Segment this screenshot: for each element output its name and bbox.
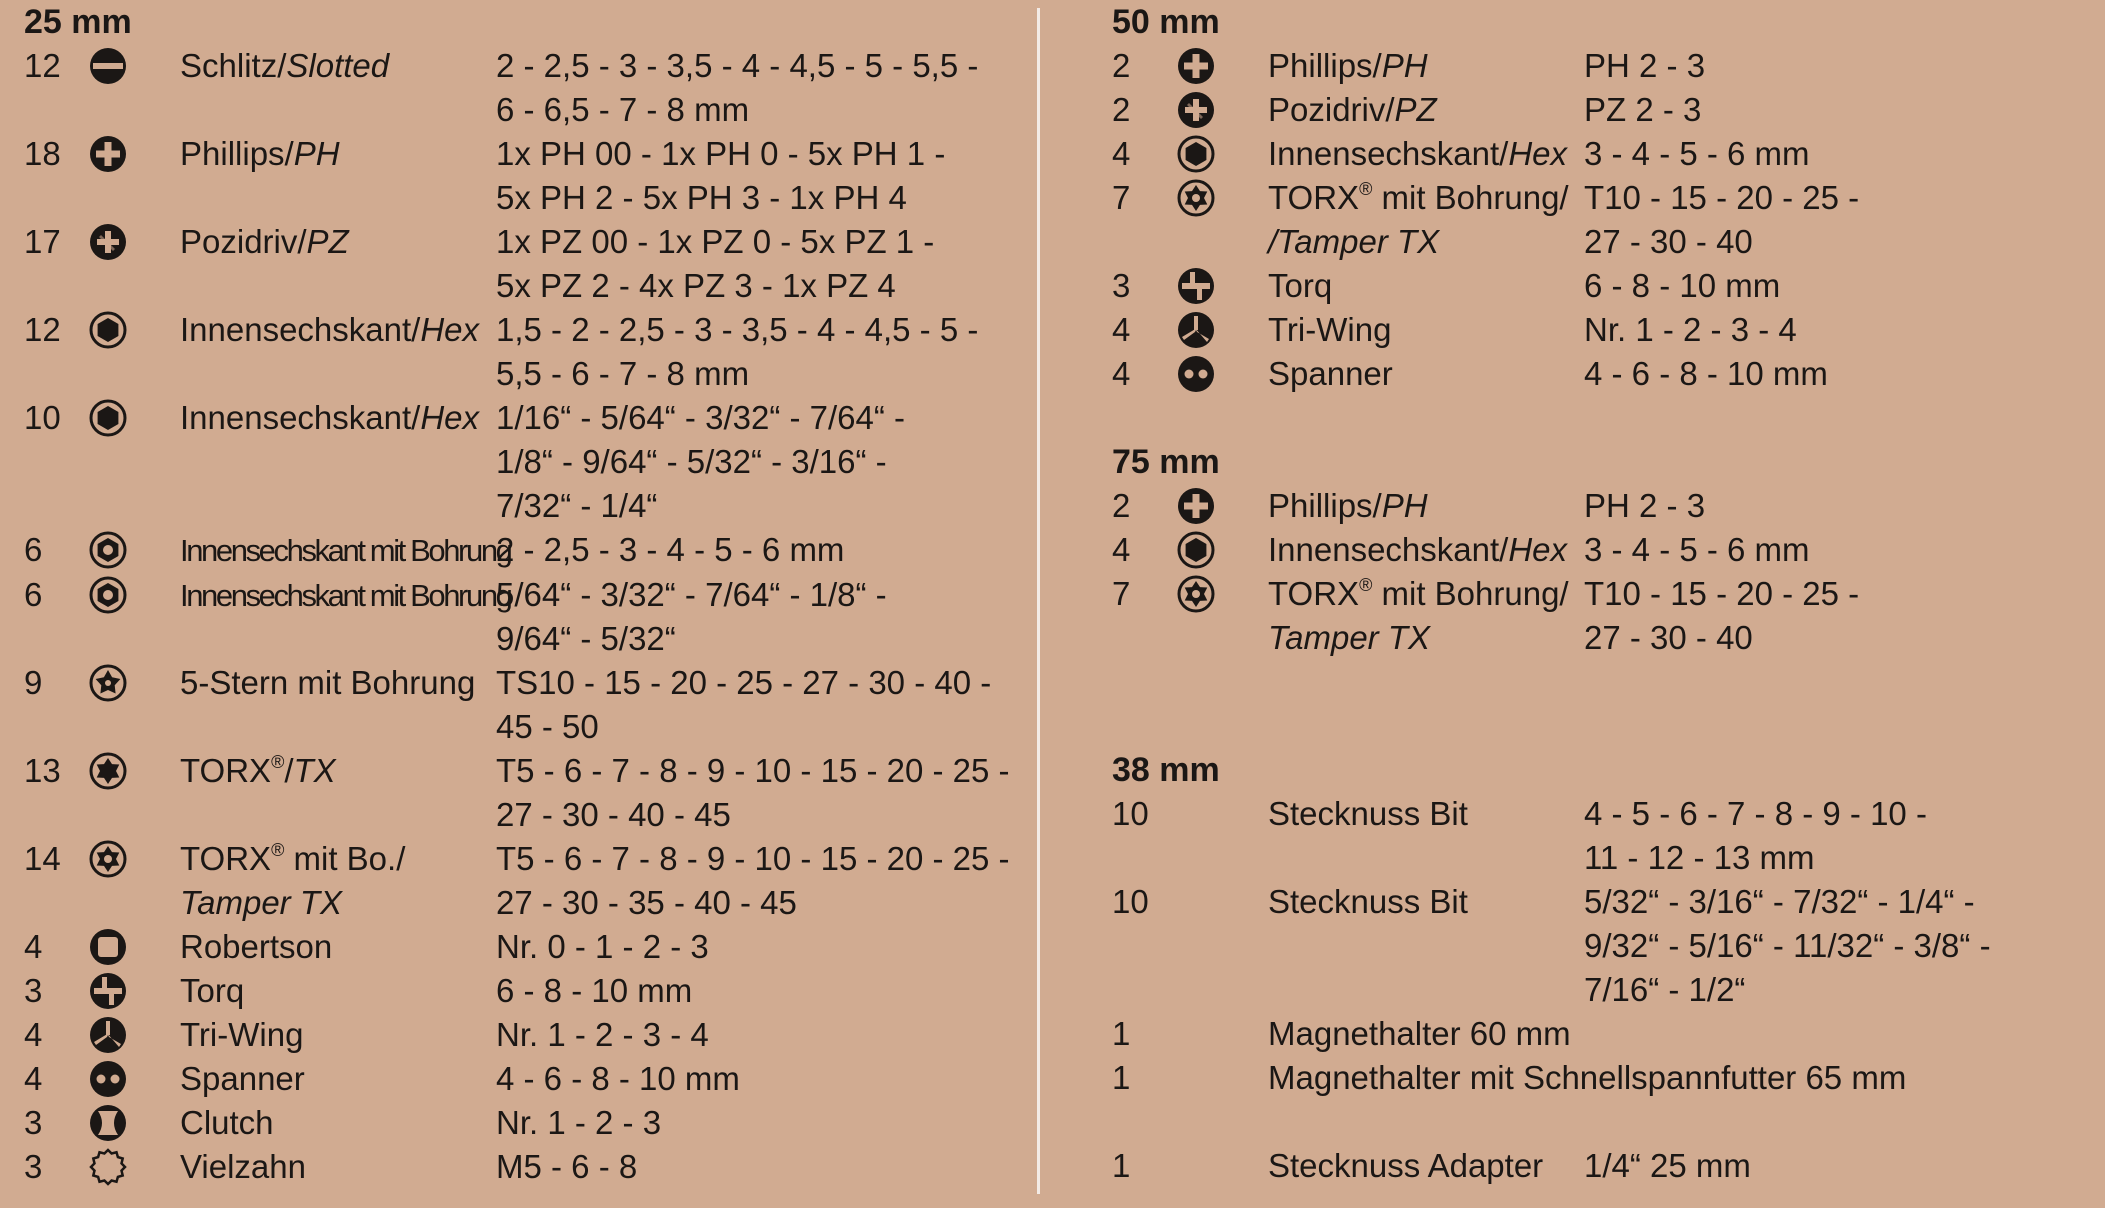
- hex-icon: [83, 308, 133, 352]
- bit-row: [1112, 1144, 2102, 1188]
- bit-name: [180, 749, 496, 793]
- bit-sizes: 1/4“ 25 mm: [1584, 1147, 1751, 1184]
- bit-name-text: Tri-Wing: [180, 1016, 304, 1053]
- quantity: 1: [1112, 1059, 1131, 1096]
- torx-tamper-icon: [83, 837, 133, 881]
- quantity: 2: [1112, 91, 1131, 128]
- bit-name: [1268, 1144, 1584, 1188]
- torx-tamper-icon: [1171, 572, 1221, 616]
- bit-row: [1112, 484, 2102, 528]
- quantity: 1: [1112, 1147, 1131, 1184]
- quantity: 6: [24, 531, 43, 568]
- bit-sizes: Nr. 1 - 2 - 3 - 4: [496, 1016, 709, 1053]
- bit-sizes: 6 - 8 - 10 mm: [496, 972, 693, 1009]
- bit-name-text: Innensechskant mit Bohrung: [180, 533, 511, 568]
- bit-row: [1112, 132, 2102, 176]
- right-column: [1112, 0, 2102, 1188]
- torq-icon: [83, 969, 133, 1013]
- bit-name: [1268, 264, 1584, 308]
- bit-name-english: PZ: [306, 223, 349, 260]
- bit-name: [1268, 792, 1584, 836]
- left-column: [24, 0, 1014, 1189]
- phillips-icon: [1171, 44, 1221, 88]
- bit-sizes: PH 2 - 3: [1584, 47, 1706, 84]
- bit-sizes: Nr. 1 - 2 - 3 - 4: [1584, 311, 1797, 348]
- bit-name: [1268, 176, 1584, 264]
- no-icon: [1171, 880, 1221, 924]
- bit-name: [1268, 308, 1584, 352]
- section-title: 25 mm: [24, 3, 132, 41]
- quantity: 4: [24, 1016, 43, 1053]
- bit-sizes: 1x PH 00 - 1x PH 0 - 5x PH 1 - 5x PH 2 - 5x PH 3 - 1x PH 4: [496, 135, 946, 216]
- spanner-icon: [1171, 352, 1221, 396]
- bit-name: [180, 528, 511, 573]
- bit-sizes: 3 - 4 - 5 - 6 mm: [1584, 531, 1810, 568]
- bit-row: [1112, 44, 2102, 88]
- bit-name-text: TORX: [180, 752, 272, 789]
- quantity: 4: [1112, 311, 1131, 348]
- bit-name: [180, 969, 496, 1013]
- five-star-icon: [83, 661, 133, 705]
- section-spacer: [1112, 660, 2102, 704]
- bit-name-english: PH: [1381, 47, 1428, 84]
- bit-sizes: Nr. 0 - 1 - 2 - 3: [496, 928, 709, 965]
- bit-name: [180, 661, 496, 705]
- bit-name-english: Hex: [1508, 531, 1568, 568]
- bit-row: [24, 1145, 1014, 1189]
- bit-name: [180, 1145, 496, 1189]
- bit-name: [1268, 88, 1584, 132]
- bit-sizes: M5 - 6 - 8: [496, 1148, 638, 1185]
- bit-sizes: Nr. 1 - 2 - 3: [496, 1104, 662, 1141]
- bit-name-text: Innensechskant mit Bohrung: [180, 578, 511, 613]
- hex-icon: [83, 396, 133, 440]
- quantity: 3: [1112, 267, 1131, 304]
- section-title: 38 mm: [1112, 751, 1220, 789]
- bit-name-text: Stecknuss Bit: [1268, 795, 1468, 832]
- bit-name-text: Torq: [180, 972, 245, 1009]
- bit-sizes: 4 - 6 - 8 - 10 mm: [1584, 355, 1828, 392]
- torq-icon: [1171, 264, 1221, 308]
- quantity: 7: [1112, 575, 1131, 612]
- tri-wing-icon: [83, 1013, 133, 1057]
- bit-name: [180, 837, 496, 925]
- hex-icon: [1171, 528, 1221, 572]
- bit-sizes: 1/16“ - 5/64“ - 3/32“ - 7/64“ - 1/8“ - 9/64“ - 5/32“ - 3/16“ - 7/32“ - 1/4“: [496, 399, 906, 524]
- quantity: 14: [24, 840, 61, 877]
- bit-name-text: Spanner: [180, 1060, 305, 1097]
- quantity: 10: [1112, 883, 1149, 920]
- section-title: 75 mm: [1112, 443, 1220, 481]
- bit-row: [1112, 308, 2102, 352]
- bit-name-english: PZ: [1394, 91, 1437, 128]
- bit-name: [1268, 528, 1584, 572]
- bit-name-text: mit Bohrung/: [1372, 179, 1569, 216]
- bit-row: [1112, 1012, 2102, 1056]
- bit-name-text: Phillips/: [180, 135, 294, 172]
- bit-name-text: 5-Stern mit Bohrung: [180, 664, 476, 701]
- bit-row: [24, 925, 1014, 969]
- bit-sizes: TS10 - 15 - 20 - 25 - 27 - 30 - 40 - 45 - 50: [496, 664, 992, 745]
- bit-row: [24, 132, 1014, 220]
- quantity: 4: [24, 1060, 43, 1097]
- quantity: 10: [1112, 795, 1149, 832]
- bit-name: [1268, 572, 1584, 660]
- quantity: 17: [24, 223, 61, 260]
- quantity: 1: [1112, 1015, 1131, 1052]
- bit-name-text: Schlitz/: [180, 47, 287, 84]
- quantity: 12: [24, 47, 61, 84]
- bit-row: [24, 396, 1014, 528]
- bit-sizes: 4 - 6 - 8 - 10 mm: [496, 1060, 740, 1097]
- bit-name: [180, 396, 496, 440]
- bit-name: [180, 1101, 496, 1145]
- bit-name-text: Innensechskant/: [180, 399, 421, 436]
- bit-sizes: T5 - 6 - 7 - 8 - 9 - 10 - 15 - 20 - 25 - 27 - 30 - 40 - 45: [496, 752, 1010, 833]
- pozidriv-icon: [83, 220, 133, 264]
- bit-sizes: T5 - 6 - 7 - 8 - 9 - 10 - 15 - 20 - 25 - 27 - 30 - 35 - 40 - 45: [496, 840, 1010, 921]
- bit-name-text: Magnethalter 60 mm: [1268, 1015, 1571, 1052]
- bit-name: [180, 308, 496, 352]
- registered-mark: ®: [271, 752, 285, 772]
- bit-name: [1268, 132, 1584, 176]
- bit-row: [24, 573, 1014, 661]
- bit-name-english: Hex: [1508, 135, 1568, 172]
- hex-with-bore-icon: [83, 528, 133, 572]
- bit-row: [24, 1101, 1014, 1145]
- bit-row: [24, 220, 1014, 308]
- bit-name-text: Clutch: [180, 1104, 274, 1141]
- bit-name-text: Spanner: [1268, 355, 1393, 392]
- bit-sizes: PH 2 - 3: [1584, 487, 1706, 524]
- bit-name: [180, 925, 496, 969]
- column-divider: [1037, 8, 1040, 1194]
- bit-name: [1268, 44, 1584, 88]
- bit-sizes: 5/32“ - 3/16“ - 7/32“ - 1/4“ - 9/32“ - 5/16“ - 11/32“ - 3/8“ - 7/16“ - 1/2“: [1584, 883, 1991, 1008]
- bit-name-text: mit Bo./: [284, 840, 406, 877]
- quantity: 18: [24, 135, 61, 172]
- quantity: 4: [1112, 135, 1131, 172]
- registered-mark: ®: [1359, 575, 1373, 595]
- bit-row: [24, 44, 1014, 132]
- robertson-icon: [83, 925, 133, 969]
- no-icon: [1171, 1144, 1221, 1188]
- bit-sizes: T10 - 15 - 20 - 25 - 27 - 30 - 40: [1584, 575, 1860, 656]
- no-icon: [1171, 1056, 1221, 1100]
- bit-name: [1268, 880, 1584, 924]
- torx-tamper-icon: [1171, 176, 1221, 220]
- bit-sizes: T10 - 15 - 20 - 25 - 27 - 30 - 40: [1584, 179, 1860, 260]
- bit-row: [1112, 352, 2102, 396]
- hex-icon: [1171, 132, 1221, 176]
- bit-name-text: Magnethalter mit Schnellspannfutter 65 mm: [1268, 1059, 1907, 1096]
- section-spacer: [1112, 704, 2102, 748]
- tri-wing-icon: [1171, 308, 1221, 352]
- bit-name-text: Vielzahn: [180, 1148, 306, 1185]
- bit-name: [1268, 1012, 1584, 1056]
- quantity: 6: [24, 576, 43, 613]
- phillips-icon: [1171, 484, 1221, 528]
- quantity: 4: [24, 928, 43, 965]
- bit-name-text: Robertson: [180, 928, 333, 965]
- quantity: 2: [1112, 487, 1131, 524]
- quantity: 12: [24, 311, 61, 348]
- bit-name: [180, 132, 496, 176]
- bit-name-english: PH: [1381, 487, 1428, 524]
- bit-sizes: 1x PZ 00 - 1x PZ 0 - 5x PZ 1 - 5x PZ 2 - 4x PZ 3 - 1x PZ 4: [496, 223, 935, 304]
- bit-name-text: Pozidriv/: [1268, 91, 1395, 128]
- no-icon: [1171, 792, 1221, 836]
- bit-name-text: Stecknuss Bit: [1268, 883, 1468, 920]
- pozidriv-icon: [1171, 88, 1221, 132]
- bit-name-text: mit Bohrung/: [1372, 575, 1569, 612]
- bit-name: [1268, 352, 1584, 396]
- bit-row: [24, 661, 1014, 749]
- quantity: 3: [24, 1104, 43, 1141]
- bit-row: [1112, 572, 2102, 660]
- bit-row: [24, 1057, 1014, 1101]
- spanner-icon: [83, 1057, 133, 1101]
- bit-name-english: Tamper TX: [1268, 619, 1431, 656]
- bit-name-text: TORX: [180, 840, 272, 877]
- quantity: 9: [24, 664, 43, 701]
- bit-name: [180, 1013, 496, 1057]
- quantity: 4: [1112, 531, 1131, 568]
- bit-name: [1268, 1056, 1907, 1100]
- bit-sizes: PZ 2 - 3: [1584, 91, 1702, 128]
- quantity: 4: [1112, 355, 1131, 392]
- bit-row: [1112, 528, 2102, 572]
- row-spacer: [1112, 1100, 2102, 1144]
- bit-name-text: Tri-Wing: [1268, 311, 1392, 348]
- bit-name-english: /Tamper TX: [1268, 223, 1440, 260]
- bit-name-english: PH: [293, 135, 340, 172]
- quantity: 7: [1112, 179, 1131, 216]
- bit-name: [1268, 484, 1584, 528]
- bit-name-text: Phillips/: [1268, 47, 1382, 84]
- section-title: 50 mm: [1112, 3, 1220, 41]
- bit-row: [24, 837, 1014, 925]
- bit-name: [180, 220, 496, 264]
- section-spacer: [1112, 396, 2102, 440]
- torx-icon: [83, 749, 133, 793]
- slotted-icon: [83, 44, 133, 88]
- bit-sizes: 2 - 2,5 - 3 - 4 - 5 - 6 mm: [496, 531, 845, 568]
- bit-row: [1112, 264, 2102, 308]
- bit-row: [1112, 792, 2102, 880]
- bit-name-english: Tamper TX: [180, 884, 343, 921]
- bit-name-english: Slotted: [286, 47, 390, 84]
- bit-name-english: Hex: [420, 399, 480, 436]
- bit-row: [1112, 880, 2102, 1012]
- hex-with-bore-icon: [83, 573, 133, 617]
- bit-name: [180, 1057, 496, 1101]
- bit-sizes: 3 - 4 - 5 - 6 mm: [1584, 135, 1810, 172]
- bit-row: [1112, 88, 2102, 132]
- bit-sizes: 6 - 8 - 10 mm: [1584, 267, 1781, 304]
- registered-mark: ®: [1359, 179, 1373, 199]
- multi-tooth-icon: [83, 1145, 133, 1189]
- bit-row: [24, 308, 1014, 396]
- phillips-icon: [83, 132, 133, 176]
- bit-name-text: TORX: [1268, 179, 1360, 216]
- bit-row: [1112, 1056, 2102, 1100]
- registered-mark: ®: [271, 840, 285, 860]
- bit-name-text: Stecknuss Adapter: [1268, 1147, 1544, 1184]
- quantity: 2: [1112, 47, 1131, 84]
- bit-name-text: Phillips/: [1268, 487, 1382, 524]
- quantity: 10: [24, 399, 61, 436]
- quantity: 3: [24, 972, 43, 1009]
- bit-row: [24, 1013, 1014, 1057]
- bit-name-english: TX: [293, 752, 336, 789]
- bit-name-english: Hex: [420, 311, 480, 348]
- bit-name-text: Innensechskant/: [1268, 135, 1509, 172]
- no-icon: [1171, 1012, 1221, 1056]
- quantity: 3: [24, 1148, 43, 1185]
- clutch-icon: [83, 1101, 133, 1145]
- bit-sizes: 4 - 5 - 6 - 7 - 8 - 9 - 10 - 11 - 12 - 13 mm: [1584, 795, 1927, 876]
- bit-name-text: /: [284, 752, 294, 789]
- bit-name-text: Pozidriv/: [180, 223, 307, 260]
- bit-row: [24, 528, 1014, 573]
- bit-name: [180, 573, 511, 618]
- bit-name-text: Torq: [1268, 267, 1333, 304]
- bit-sizes: 2 - 2,5 - 3 - 3,5 - 4 - 4,5 - 5 - 5,5 - 6 - 6,5 - 7 - 8 mm: [496, 47, 979, 128]
- bit-name-text: Innensechskant/: [1268, 531, 1509, 568]
- bit-row: [1112, 176, 2102, 264]
- bit-row: [24, 749, 1014, 837]
- quantity: 13: [24, 752, 61, 789]
- bit-name-text: TORX: [1268, 575, 1360, 612]
- bit-name-text: Innensechskant/: [180, 311, 421, 348]
- bit-row: [24, 969, 1014, 1013]
- bit-name: [180, 44, 496, 88]
- bit-sizes: 1,5 - 2 - 2,5 - 3 - 3,5 - 4 - 4,5 - 5 - 5,5 - 6 - 7 - 8 mm: [496, 311, 979, 392]
- bit-sizes: 5/64“ - 3/32“ - 7/64“ - 1/8“ - 9/64“ - 5/32“: [496, 576, 887, 657]
